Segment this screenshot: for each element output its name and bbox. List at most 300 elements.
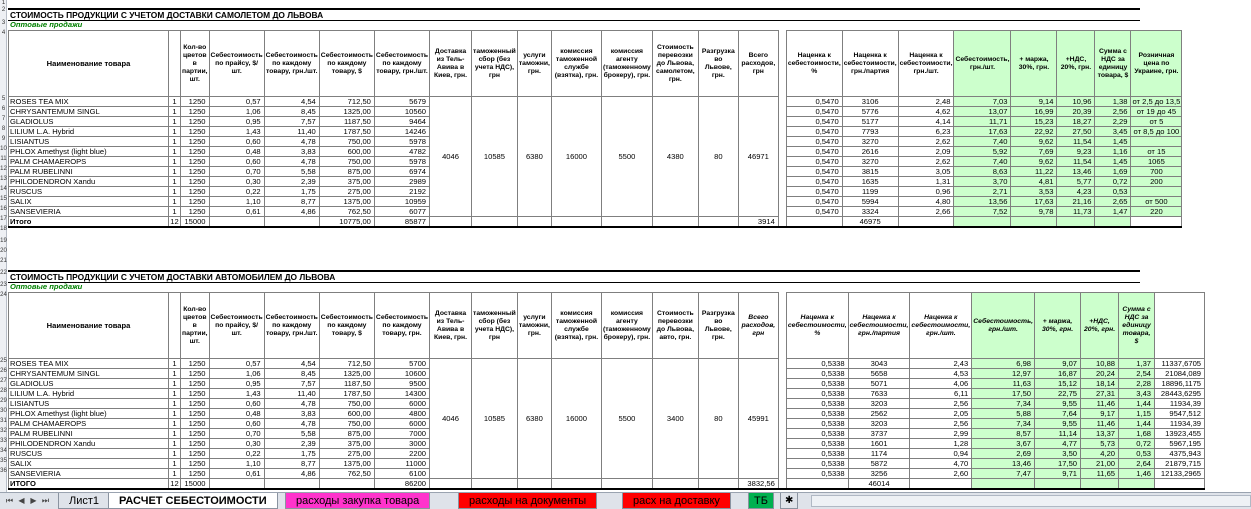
row-number[interactable]: 11 [0, 156, 7, 162]
table-cell[interactable]: 4375,943 [1155, 449, 1205, 459]
table-cell[interactable]: 0,70 [209, 429, 264, 439]
table-cell[interactable]: 1601 [848, 439, 910, 449]
merged-cell-total[interactable]: 46971 [738, 97, 778, 217]
table-cell[interactable]: 1,43 [209, 127, 264, 137]
table-cell[interactable]: 762,50 [319, 469, 374, 479]
table-cell[interactable]: 0,53 [1095, 187, 1131, 197]
table-cell[interactable]: 1 [169, 147, 181, 157]
table-cell[interactable]: PALM RUBELINNI [9, 429, 169, 439]
table-cell[interactable]: 9,55 [1035, 399, 1081, 409]
table-cell[interactable]: 1 [169, 117, 181, 127]
table-cell[interactable]: 1,28 [910, 439, 972, 449]
column-header[interactable]: Всего расходов, грн [738, 293, 778, 359]
total-cell[interactable] [786, 479, 848, 490]
section2-table[interactable] [8, 292, 1205, 490]
table-cell[interactable]: 1250 [181, 137, 210, 147]
table-cell[interactable]: PALM CHAMAEROPS [9, 419, 169, 429]
tab-document-expenses[interactable]: расходы на документы [458, 493, 597, 509]
table-cell[interactable]: 3,45 [1095, 127, 1131, 137]
total-cell[interactable]: ИТОГО [9, 479, 169, 490]
table-cell[interactable]: 0,5338 [786, 409, 848, 419]
total-cell[interactable] [264, 217, 319, 228]
table-cell[interactable]: 0,5338 [786, 359, 848, 369]
table-cell[interactable]: 9,71 [1035, 469, 1081, 479]
table-cell[interactable]: ROSES TEA MIX [9, 359, 169, 369]
merged-cell-services[interactable]: 6380 [517, 359, 551, 479]
table-cell[interactable]: 0,72 [1119, 439, 1155, 449]
row-number[interactable]: 14 [0, 186, 7, 192]
table-cell[interactable]: 1 [169, 157, 181, 167]
table-cell[interactable]: 2,54 [1119, 369, 1155, 379]
column-header[interactable]: комиссия агенту (таможенному брокеру), грн. [601, 293, 652, 359]
totals-row[interactable] [9, 217, 1182, 228]
table-cell[interactable]: 0,61 [209, 469, 264, 479]
table-cell[interactable]: CHRYSANTEMUM SINGL [9, 369, 169, 379]
table-cell[interactable]: 1,43 [209, 389, 264, 399]
merged-cell-commission[interactable]: 16000 [551, 359, 601, 479]
column-header[interactable]: Доставка из Тель-Авива в Киев, грн. [430, 31, 472, 97]
table-cell[interactable]: 750,00 [319, 137, 374, 147]
table-cell[interactable]: 1250 [181, 389, 210, 399]
column-header[interactable]: Наценка к себестоимости, грн./шт. [910, 293, 972, 359]
table-cell[interactable]: 5776 [842, 107, 898, 117]
table-cell[interactable]: 11,46 [1081, 399, 1119, 409]
table-cell[interactable]: 1,06 [209, 107, 264, 117]
row-number[interactable]: 15 [0, 196, 7, 202]
total-cell[interactable] [551, 217, 601, 228]
table-cell[interactable]: 1,06 [209, 369, 264, 379]
table-cell[interactable]: 9547,512 [1155, 409, 1205, 419]
table-cell[interactable]: 1199 [842, 187, 898, 197]
spacer-cell[interactable] [778, 459, 786, 469]
table-cell[interactable]: 3,43 [1119, 389, 1155, 399]
table-cell[interactable]: PHILODENDRON Xandu [9, 177, 169, 187]
table-cell[interactable]: SALIX [9, 459, 169, 469]
column-header[interactable]: Розничная цена по Украине, грн. [1131, 31, 1182, 97]
column-header[interactable]: Наименование товара [9, 31, 169, 97]
table-cell[interactable]: 3203 [848, 399, 910, 409]
table-cell[interactable]: 7,69 [1011, 147, 1057, 157]
table-cell[interactable]: 2192 [374, 187, 429, 197]
total-cell[interactable] [698, 479, 738, 490]
table-cell[interactable]: 0,5338 [786, 399, 848, 409]
table-cell[interactable]: 0,5470 [786, 157, 842, 167]
table-cell[interactable]: 1375,00 [319, 459, 374, 469]
table-cell[interactable]: 0,95 [209, 117, 264, 127]
row-number[interactable]: 3 [1, 20, 6, 26]
table-cell[interactable]: 5978 [374, 157, 429, 167]
table-cell[interactable]: 4,54 [264, 97, 319, 107]
table-cell[interactable]: 1 [169, 449, 181, 459]
total-cell[interactable] [430, 217, 472, 228]
table-cell[interactable]: 0,96 [898, 187, 954, 197]
table-cell[interactable]: 0,5470 [786, 107, 842, 117]
table-cell[interactable]: 3000 [374, 439, 429, 449]
table-cell[interactable]: 11000 [374, 459, 429, 469]
table-cell[interactable]: 6,98 [972, 359, 1035, 369]
table-cell[interactable]: 12,97 [972, 369, 1035, 379]
table-cell[interactable]: 1325,00 [319, 107, 374, 117]
table-cell[interactable]: 8,63 [954, 167, 1011, 177]
column-header[interactable]: + маржа, 30%, грн. [1011, 31, 1057, 97]
table-cell[interactable]: 0,5338 [786, 449, 848, 459]
table-cell[interactable]: 1250 [181, 117, 210, 127]
table-cell[interactable]: 700 [1131, 167, 1182, 177]
total-cell[interactable] [601, 479, 652, 490]
table-cell[interactable]: 750,00 [319, 419, 374, 429]
table-cell[interactable]: 21879,715 [1155, 459, 1205, 469]
table-cell[interactable]: 1787,50 [319, 127, 374, 137]
total-cell[interactable] [209, 479, 264, 490]
table-cell[interactable]: от 19 до 45 [1131, 107, 1182, 117]
table-cell[interactable]: 1174 [848, 449, 910, 459]
spacer-cell[interactable] [778, 469, 786, 479]
table-cell[interactable]: 3,67 [972, 439, 1035, 449]
table-cell[interactable]: 1250 [181, 419, 210, 429]
table-cell[interactable]: 21084,089 [1155, 369, 1205, 379]
table-cell[interactable]: 8,45 [264, 107, 319, 117]
table-cell[interactable]: от 2,5 до 13,5 [1132, 97, 1181, 106]
table-cell[interactable]: 9464 [374, 117, 429, 127]
table-cell[interactable]: от 15 [1131, 147, 1182, 157]
table-cell[interactable]: 3106 [842, 97, 898, 107]
row-number[interactable]: 10 [0, 146, 7, 152]
table-cell[interactable]: 15,12 [1035, 379, 1081, 389]
table-cell[interactable]: 4,70 [910, 459, 972, 469]
row-number[interactable]: 16 [0, 206, 7, 212]
table-cell[interactable]: 3737 [848, 429, 910, 439]
table-cell[interactable]: 1 [169, 359, 181, 369]
table-cell[interactable]: 0,57 [209, 97, 264, 107]
row-number[interactable]: 24 [0, 292, 7, 298]
table-cell[interactable]: 0,95 [209, 379, 264, 389]
table-cell[interactable]: 27,31 [1081, 389, 1119, 399]
table-cell[interactable]: PHLOX Amethyst (light blue) [9, 409, 169, 419]
merged-cell-agent[interactable]: 5500 [601, 359, 652, 479]
table-cell[interactable]: 2,64 [1119, 459, 1155, 469]
total-cell[interactable] [652, 479, 698, 490]
table-cell[interactable]: 11,40 [264, 127, 319, 137]
table-cell[interactable]: 3256 [848, 469, 910, 479]
table-cell[interactable]: 5,88 [972, 409, 1035, 419]
table-cell[interactable]: 4,20 [1081, 449, 1119, 459]
table-cell[interactable]: 875,00 [319, 167, 374, 177]
table-cell[interactable]: 1250 [181, 167, 210, 177]
table-cell[interactable]: 0,5470 [786, 167, 842, 177]
total-cell[interactable]: 12 [170, 479, 179, 488]
spacer-cell[interactable] [778, 359, 786, 369]
total-cell[interactable]: 85877 [374, 217, 429, 228]
table-cell[interactable]: 8,77 [264, 459, 319, 469]
total-cell[interactable] [1119, 479, 1155, 490]
table-cell[interactable]: 1250 [181, 359, 210, 369]
row-number[interactable]: 31 [0, 418, 7, 424]
table-cell[interactable]: 17,50 [972, 389, 1035, 399]
table-cell[interactable]: 1250 [181, 399, 210, 409]
row-number[interactable]: 9 [1, 136, 6, 142]
column-header[interactable]: комиссия агенту (таможенному брокеру), грн. [601, 31, 652, 97]
table-cell[interactable]: 1,31 [898, 177, 954, 187]
table-cell[interactable]: 3,53 [1011, 187, 1057, 197]
spacer-cell[interactable] [778, 449, 786, 459]
table-cell[interactable]: 13,56 [954, 197, 1011, 207]
table-cell[interactable]: 1250 [181, 439, 210, 449]
tab-delivery-expenses[interactable]: расх на доставку [622, 493, 731, 509]
merged-cell-services[interactable]: 6380 [517, 97, 551, 217]
table-cell[interactable]: 200 [1131, 177, 1182, 187]
table-cell[interactable]: 1187,50 [319, 379, 374, 389]
column-header[interactable]: Себестоимость по прайсу, $/шт. [209, 31, 264, 97]
table-cell[interactable]: 375,00 [319, 177, 374, 187]
table-cell[interactable]: PHILODENDRON Xandu [9, 439, 169, 449]
table-cell[interactable]: 9,62 [1011, 157, 1057, 167]
table-cell[interactable]: 0,5338 [786, 379, 848, 389]
table-cell[interactable]: от 8,5 до 100 [1131, 127, 1182, 137]
total-cell[interactable] [430, 479, 472, 490]
table-cell[interactable]: 0,5338 [786, 459, 848, 469]
table-cell[interactable]: 1,46 [1119, 469, 1155, 479]
header-cell[interactable] [169, 293, 181, 359]
total-cell[interactable] [601, 217, 652, 228]
table-cell[interactable]: 2,62 [898, 137, 954, 147]
table-cell[interactable]: 1,75 [264, 187, 319, 197]
prev-sheet-icon[interactable]: ◀ [18, 496, 25, 505]
table-cell[interactable]: 11,71 [954, 117, 1011, 127]
table-cell[interactable]: 3,83 [264, 409, 319, 419]
column-header[interactable]: Себестоимость по каждому товару, грн./шт. [264, 293, 319, 359]
table-cell[interactable]: LILIUM L.A. Hybrid [9, 389, 169, 399]
table-cell[interactable]: 750,00 [319, 399, 374, 409]
total-cell[interactable] [209, 217, 264, 228]
table-cell[interactable]: 13923,455 [1155, 429, 1205, 439]
row-number[interactable]: 25 [0, 358, 7, 364]
spacer-cell[interactable] [778, 197, 786, 207]
table-cell[interactable]: 2,71 [954, 187, 1011, 197]
table-cell[interactable]: 4,62 [898, 107, 954, 117]
table-cell[interactable]: 2,65 [1095, 197, 1131, 207]
column-header[interactable]: услуги таможни, грн. [517, 31, 551, 97]
total-cell[interactable] [954, 217, 1011, 228]
table-cell[interactable]: 762,50 [319, 207, 374, 217]
table-cell[interactable]: 1 [169, 379, 181, 389]
spacer-cell[interactable] [778, 157, 786, 167]
table-cell[interactable]: 0,5338 [786, 439, 848, 449]
table-cell[interactable]: 11,65 [1081, 469, 1119, 479]
table-cell[interactable]: от 500 [1131, 197, 1182, 207]
total-cell[interactable] [517, 479, 551, 490]
table-cell[interactable]: 17,63 [954, 127, 1011, 137]
first-sheet-icon[interactable]: ⏮ [5, 496, 14, 505]
table-cell[interactable]: 0,5470 [786, 187, 842, 197]
table-row[interactable] [9, 359, 1205, 369]
spacer-cell[interactable] [778, 97, 786, 107]
table-cell[interactable]: 18,27 [1057, 117, 1095, 127]
table-cell[interactable]: 2,29 [1095, 117, 1131, 127]
table-cell[interactable]: 275,00 [319, 187, 374, 197]
column-header[interactable]: услуги таможни, грн. [517, 293, 551, 359]
table-cell[interactable]: 21,16 [1057, 197, 1095, 207]
table-cell[interactable]: 6,11 [910, 389, 972, 399]
column-header[interactable]: Себестоимость, грн./шт. [972, 293, 1035, 359]
column-header[interactable]: Разгрузка во Львове, грн. [698, 31, 738, 97]
spacer-cell[interactable] [778, 177, 786, 187]
column-header[interactable]: Доставка из Тель-Авива в Киев, грн. [430, 293, 472, 359]
table-cell[interactable]: 1,37 [1119, 359, 1155, 369]
table-cell[interactable]: 7,40 [954, 157, 1011, 167]
table-cell[interactable]: 0,48 [209, 147, 264, 157]
table-cell[interactable]: 7,34 [972, 419, 1035, 429]
column-header[interactable]: таможенный сбор (без учета НДС), грн [472, 293, 518, 359]
table-cell[interactable]: 600,00 [319, 147, 374, 157]
table-cell[interactable]: 2200 [374, 449, 429, 459]
row-number[interactable]: 5 [1, 96, 6, 102]
table-cell[interactable]: 4,54 [264, 359, 319, 369]
table-cell[interactable]: 1 [169, 419, 181, 429]
column-header[interactable]: Стоимость перевозки до Львова, самолетом, грн. [652, 31, 698, 97]
total-cell[interactable] [778, 217, 786, 228]
row-number[interactable]: 2 [1, 7, 6, 13]
total-cell[interactable]: Итого [9, 217, 169, 228]
table-cell[interactable]: 10959 [374, 197, 429, 207]
table-cell[interactable]: 14300 [374, 389, 429, 399]
table-cell[interactable]: 3,50 [1035, 449, 1081, 459]
total-cell[interactable] [910, 479, 972, 490]
table-cell[interactable]: 2989 [374, 177, 429, 187]
table-cell[interactable]: 2616 [842, 147, 898, 157]
table-cell[interactable]: 0,5338 [786, 419, 848, 429]
table-cell[interactable]: 7,52 [954, 207, 1011, 217]
table-cell[interactable]: 1250 [181, 469, 210, 479]
table-cell[interactable]: 2,60 [910, 469, 972, 479]
total-cell[interactable] [652, 217, 698, 228]
table-cell[interactable]: 5071 [848, 379, 910, 389]
table-cell[interactable]: 0,70 [209, 167, 264, 177]
table-cell[interactable]: 0,5470 [786, 137, 842, 147]
table-cell[interactable]: 5978 [374, 137, 429, 147]
table-cell[interactable]: 1 [169, 207, 181, 217]
table-cell[interactable]: 1,45 [1095, 157, 1131, 167]
table-cell[interactable]: 11,22 [1011, 167, 1057, 177]
header-cell[interactable] [1155, 293, 1205, 359]
row-number[interactable]: 7 [1, 116, 6, 122]
table-cell[interactable]: PHLOX Amethyst (light blue) [9, 147, 169, 157]
table-cell[interactable]: 13,37 [1081, 429, 1119, 439]
table-cell[interactable]: 27,50 [1057, 127, 1095, 137]
table-cell[interactable]: 17,50 [1035, 459, 1081, 469]
table-cell[interactable]: 3,05 [898, 167, 954, 177]
table-cell[interactable]: 1 [169, 97, 181, 107]
spacer-cell[interactable] [778, 293, 786, 359]
table-cell[interactable]: 0,22 [209, 187, 264, 197]
merged-cell-unload[interactable]: 80 [698, 97, 738, 217]
table-cell[interactable]: 1250 [181, 147, 210, 157]
table-cell[interactable]: 1250 [181, 157, 210, 167]
column-header[interactable]: Наценка к себестоимости, % [786, 293, 848, 359]
table-cell[interactable]: 1375,00 [319, 197, 374, 207]
table-cell[interactable]: RUSCUS [9, 449, 169, 459]
column-header[interactable]: Наценка к себестоимости, грн./шт. [898, 31, 954, 97]
column-header[interactable]: Наценка к себестоимости, грн./партия [848, 293, 910, 359]
table-cell[interactable]: 4,86 [264, 469, 319, 479]
table-cell[interactable]: 4,81 [1011, 177, 1057, 187]
table-cell[interactable]: 0,5338 [786, 429, 848, 439]
table-cell[interactable]: 10,96 [1057, 97, 1095, 107]
table-cell[interactable]: 9,62 [1011, 137, 1057, 147]
table-cell[interactable]: 22,75 [1035, 389, 1081, 399]
table-cell[interactable]: 9,17 [1081, 409, 1119, 419]
row-number[interactable]: 26 [0, 368, 7, 374]
total-cell[interactable] [698, 217, 738, 228]
row-number[interactable]: 18 [0, 226, 7, 232]
totals-row[interactable] [9, 479, 1205, 490]
next-sheet-icon[interactable]: ▶ [30, 496, 37, 505]
table-cell[interactable]: 4,53 [910, 369, 972, 379]
table-cell[interactable]: 0,53 [1119, 449, 1155, 459]
table-cell[interactable]: 11,73 [1057, 207, 1095, 217]
table-cell[interactable]: 0,5470 [786, 117, 842, 127]
table-cell[interactable]: 1,68 [1119, 429, 1155, 439]
total-cell[interactable] [1011, 217, 1057, 228]
table-cell[interactable]: 1250 [181, 97, 210, 107]
spacer-cell[interactable] [778, 107, 786, 117]
table-cell[interactable]: GLADIOLUS [9, 117, 169, 127]
column-header[interactable]: комиссия таможенной службе (взятка), грн. [551, 293, 601, 359]
insert-sheet-icon[interactable]: ✱ [780, 493, 798, 509]
table-cell[interactable]: от 5 [1131, 117, 1182, 127]
table-cell[interactable]: 11934,39 [1155, 399, 1205, 409]
table-cell[interactable]: 18896,1175 [1155, 379, 1205, 389]
table-cell[interactable]: 2,56 [1095, 107, 1131, 117]
row-number[interactable]: 20 [0, 248, 7, 254]
tab-tb[interactable]: ТБ [748, 493, 774, 509]
table-cell[interactable]: 2,56 [910, 419, 972, 429]
table-cell[interactable]: 3324 [842, 207, 898, 217]
table-cell[interactable]: 2,09 [898, 147, 954, 157]
column-header[interactable]: Сумма с НДС за единицу товара, $ [1095, 31, 1131, 97]
table-cell[interactable]: 0,5470 [786, 127, 842, 137]
table-cell[interactable]: 8,45 [264, 369, 319, 379]
table-cell[interactable]: 1325,00 [319, 369, 374, 379]
table-cell[interactable]: 13,07 [954, 107, 1011, 117]
table-cell[interactable]: 4782 [374, 147, 429, 157]
table-cell[interactable]: 1250 [181, 459, 210, 469]
spacer-cell[interactable] [778, 369, 786, 379]
table-cell[interactable]: 16,99 [1011, 107, 1057, 117]
table-cell[interactable]: 1250 [181, 207, 210, 217]
table-cell[interactable]: 7793 [842, 127, 898, 137]
table-cell[interactable]: 1 [169, 459, 181, 469]
table-cell[interactable]: LISIANTUS [9, 137, 169, 147]
total-cell[interactable] [472, 479, 518, 490]
table-cell[interactable] [1131, 187, 1182, 197]
table-cell[interactable]: 9,78 [1011, 207, 1057, 217]
table-cell[interactable]: 1 [169, 429, 181, 439]
table-cell[interactable]: 3,83 [264, 147, 319, 157]
table-cell[interactable]: 2,99 [910, 429, 972, 439]
table-cell[interactable]: 5994 [842, 197, 898, 207]
spacer-cell[interactable] [778, 379, 786, 389]
table-cell[interactable]: 6000 [374, 399, 429, 409]
table-cell[interactable]: PALM CHAMAEROPS [9, 157, 169, 167]
total-cell[interactable]: 46975 [842, 217, 898, 228]
table-cell[interactable]: 11,46 [1081, 419, 1119, 429]
table-cell[interactable]: 0,60 [209, 157, 264, 167]
table-cell[interactable]: 16,87 [1035, 369, 1081, 379]
table-cell[interactable]: 1 [169, 409, 181, 419]
table-cell[interactable]: 11,54 [1057, 157, 1095, 167]
table-cell[interactable]: 712,50 [319, 359, 374, 369]
column-header[interactable]: Себестоимость по прайсу, $/шт. [209, 293, 264, 359]
